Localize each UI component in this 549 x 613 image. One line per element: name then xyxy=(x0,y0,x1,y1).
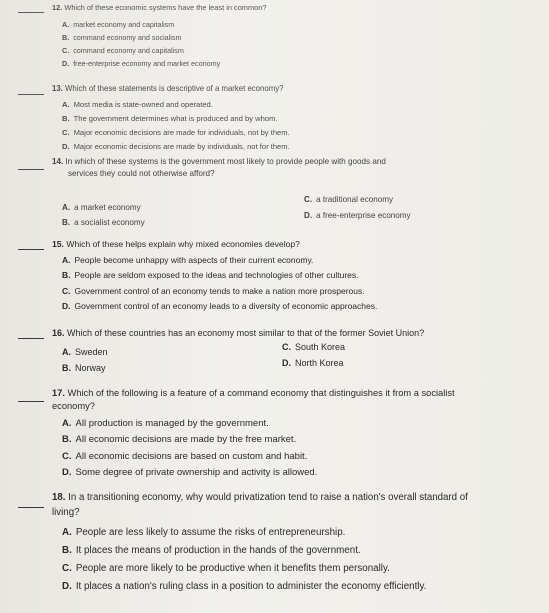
answer-blank[interactable] xyxy=(18,338,44,339)
question-number: 12. xyxy=(52,3,63,12)
option-d: D. Major economic decisions are made by individuals, not for them. xyxy=(62,142,290,151)
option-d: D. Some degree of private ownership and activity is allowed. xyxy=(62,467,318,478)
question-number: 18. xyxy=(52,492,66,503)
option-d: D. Government control of an economy leads to a diversity of economic approaches. xyxy=(62,301,378,311)
answer-blank[interactable] xyxy=(18,249,44,250)
option-d: D. a free-enterprise economy xyxy=(304,211,411,220)
question-text: 17. Which of the following is a feature of a command economy that distinguishes it from a socialist xyxy=(52,388,455,398)
question-16 xyxy=(18,326,543,378)
question-text-line2: services they could not otherwise afford? xyxy=(68,169,215,178)
question-text-line2: living? xyxy=(52,507,80,518)
question-13 xyxy=(18,82,543,162)
question-14 xyxy=(18,157,543,233)
option-b: B. It places the means of production in the hands of the government. xyxy=(62,545,361,556)
answer-blank[interactable] xyxy=(18,12,44,13)
option-b: B. Norway xyxy=(62,363,106,373)
answer-blank[interactable] xyxy=(18,401,44,402)
option-b: B. The government determines what is produced and by whom. xyxy=(62,114,278,123)
question-15 xyxy=(18,237,543,327)
option-a: A. All production is managed by the government. xyxy=(62,418,269,429)
answer-blank[interactable] xyxy=(18,94,44,95)
option-b: B. All economic decisions are made by the free market. xyxy=(62,434,297,445)
answer-blank[interactable] xyxy=(18,507,44,508)
option-d: D. It places a nation's ruling class in a position to administer the economy efficiently. xyxy=(62,581,427,592)
option-d: D. free-enterprise economy and market economy xyxy=(62,59,221,68)
question-number: 17. xyxy=(52,388,65,398)
option-d: D. North Korea xyxy=(282,358,344,368)
option-b: B. a socialist economy xyxy=(62,218,145,227)
option-c: C. People are more likely to be productive when it benefits them personally. xyxy=(62,563,390,574)
option-b: B. People are seldom exposed to the ideas and technologies of other cultures. xyxy=(62,270,359,280)
option-a: A. a market economy xyxy=(62,203,141,212)
question-number: 16. xyxy=(52,328,65,338)
option-a: A. People are less likely to assume the risks of entrepreneurship. xyxy=(62,527,346,538)
answer-blank[interactable] xyxy=(18,169,44,170)
option-a: A. People become unhappy with aspects of their current economy. xyxy=(62,255,314,265)
question-text: 13. Which of these statements is descriptive of a market economy? xyxy=(52,84,284,93)
option-c: C. Government control of an economy tends to make a nation more prosperous. xyxy=(62,286,365,296)
option-c: C. Major economic decisions are made for individuals, not by them. xyxy=(62,128,290,137)
question-number: 14. xyxy=(52,157,64,166)
option-c: C. a traditional economy xyxy=(304,195,394,204)
question-18 xyxy=(18,490,543,610)
option-a: A. Sweden xyxy=(62,347,108,357)
option-c: C. command economy and capitalism xyxy=(62,46,184,55)
question-text: 14. In which of these systems is the government most likely to provide people with goods and xyxy=(52,157,386,166)
question-number: 13. xyxy=(52,84,63,93)
option-c: C. South Korea xyxy=(282,342,346,352)
option-c: C. All economic decisions are based on custom and habit. xyxy=(62,451,308,462)
option-b: B. command economy and socialism xyxy=(62,33,182,42)
question-text: 18. In a transitioning economy, why would privatization tend to raise a nation's overall standard of xyxy=(52,492,468,503)
question-text-line2: economy? xyxy=(52,401,95,411)
question-text: 16. Which of these countries has an economy most similar to that of the former Soviet Union? xyxy=(52,328,425,338)
option-a: A. Most media is state-owned and operated. xyxy=(62,100,213,109)
question-text: 15. Which of these helps explain why mixed economies develop? xyxy=(52,239,300,249)
question-number: 15. xyxy=(52,239,64,249)
option-a: A. market economy and capitalism xyxy=(62,20,175,29)
question-12 xyxy=(18,0,543,90)
question-text: 12. Which of these economic systems have the least in common? xyxy=(52,3,267,12)
question-17 xyxy=(18,386,543,484)
